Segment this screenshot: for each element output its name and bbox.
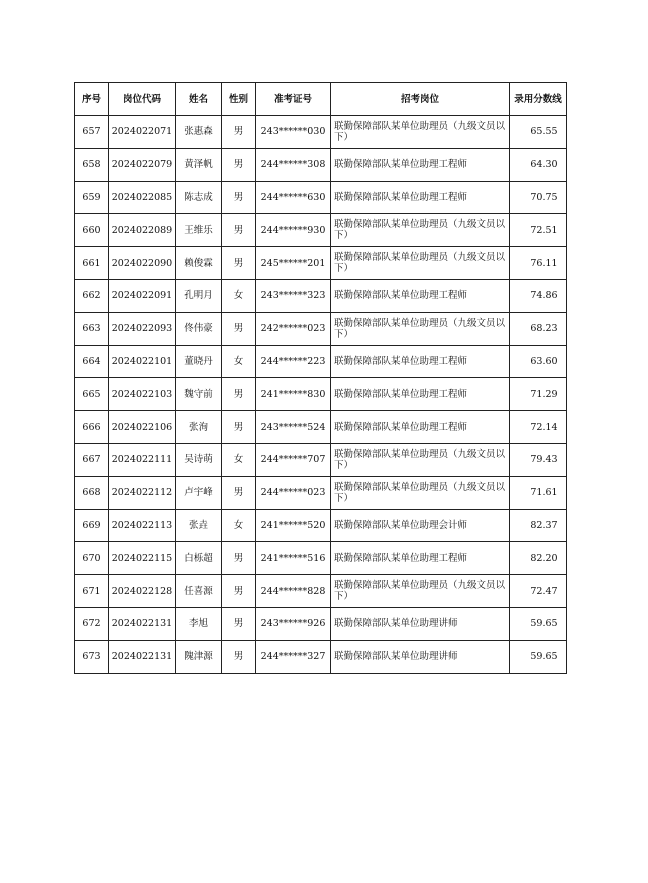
cell-exam-id: 244******828 [256, 575, 331, 608]
cell-position: 联勤保障部队某单位助理讲师 [331, 640, 510, 673]
cell-gender: 男 [222, 247, 256, 280]
cell-score: 71.61 [510, 476, 567, 509]
cell-index: 668 [75, 476, 109, 509]
cell-name: 任喜源 [176, 575, 222, 608]
cell-score: 70.75 [510, 181, 567, 214]
cell-post-code: 2024022089 [109, 214, 176, 247]
header-index: 序号 [75, 83, 109, 116]
header-name: 姓名 [176, 83, 222, 116]
table-row [75, 542, 567, 575]
cell-post-code: 2024022103 [109, 378, 176, 411]
cell-index: 661 [75, 247, 109, 280]
cell-position: 联勤保障部队某单位助理员（九级文员以下） [331, 116, 510, 149]
cell-score: 72.51 [510, 214, 567, 247]
cell-post-code: 2024022113 [109, 509, 176, 542]
cell-position: 联勤保障部队某单位助理员（九级文员以下） [331, 214, 510, 247]
cell-gender: 女 [222, 443, 256, 476]
cell-index: 659 [75, 181, 109, 214]
table-row [75, 312, 567, 345]
cell-gender: 男 [222, 214, 256, 247]
cell-index: 673 [75, 640, 109, 673]
cell-post-code: 2024022112 [109, 476, 176, 509]
table-row [75, 575, 567, 608]
table-row [75, 509, 567, 542]
table-row [75, 411, 567, 444]
cell-position: 联勤保障部队某单位助理工程师 [331, 148, 510, 181]
cell-exam-id: 244******327 [256, 640, 331, 673]
cell-index: 663 [75, 312, 109, 345]
cell-gender: 男 [222, 411, 256, 444]
cell-gender: 男 [222, 542, 256, 575]
cell-index: 665 [75, 378, 109, 411]
cell-score: 68.23 [510, 312, 567, 345]
cell-gender: 男 [222, 476, 256, 509]
cell-post-code: 2024022115 [109, 542, 176, 575]
cell-score: 63.60 [510, 345, 567, 378]
cell-exam-id: 244******630 [256, 181, 331, 214]
cell-index: 657 [75, 116, 109, 149]
table-row [75, 214, 567, 247]
cell-gender: 男 [222, 148, 256, 181]
header-score: 录用分数线 [510, 83, 567, 116]
cell-exam-id: 241******520 [256, 509, 331, 542]
table-row [75, 476, 567, 509]
cell-exam-id: 244******707 [256, 443, 331, 476]
cell-score: 82.20 [510, 542, 567, 575]
cell-post-code: 2024022128 [109, 575, 176, 608]
table-row [75, 279, 567, 312]
cell-name: 吴诗萌 [176, 443, 222, 476]
cell-post-code: 2024022093 [109, 312, 176, 345]
cell-post-code: 2024022106 [109, 411, 176, 444]
cell-index: 669 [75, 509, 109, 542]
header-post-code: 岗位代码 [109, 83, 176, 116]
cell-name: 董晓丹 [176, 345, 222, 378]
cell-gender: 男 [222, 607, 256, 640]
cell-name: 张垚 [176, 509, 222, 542]
cell-name: 佟伟豪 [176, 312, 222, 345]
cell-name: 张洵 [176, 411, 222, 444]
cell-exam-id: 241******830 [256, 378, 331, 411]
table-body [75, 116, 567, 674]
cell-post-code: 2024022111 [109, 443, 176, 476]
cell-index: 660 [75, 214, 109, 247]
cell-position: 联勤保障部队某单位助理工程师 [331, 181, 510, 214]
cell-exam-id: 241******516 [256, 542, 331, 575]
cell-index: 662 [75, 279, 109, 312]
cell-position: 联勤保障部队某单位助理工程师 [331, 279, 510, 312]
cell-exam-id: 244******023 [256, 476, 331, 509]
cell-exam-id: 242******023 [256, 312, 331, 345]
cell-index: 671 [75, 575, 109, 608]
cell-position: 联勤保障部队某单位助理工程师 [331, 542, 510, 575]
cell-score: 59.65 [510, 640, 567, 673]
cell-gender: 女 [222, 509, 256, 542]
cell-name: 黄泽帆 [176, 148, 222, 181]
cell-post-code: 2024022101 [109, 345, 176, 378]
table-row [75, 640, 567, 673]
table-row [75, 116, 567, 149]
cell-position: 联勤保障部队某单位助理工程师 [331, 411, 510, 444]
cell-index: 666 [75, 411, 109, 444]
cell-position: 联勤保障部队某单位助理工程师 [331, 345, 510, 378]
cell-exam-id: 245******201 [256, 247, 331, 280]
cell-score: 59.65 [510, 607, 567, 640]
cell-score: 82.37 [510, 509, 567, 542]
cell-gender: 男 [222, 575, 256, 608]
cell-post-code: 2024022071 [109, 116, 176, 149]
cell-score: 65.55 [510, 116, 567, 149]
cell-post-code: 2024022090 [109, 247, 176, 280]
cell-post-code: 2024022085 [109, 181, 176, 214]
table-row [75, 378, 567, 411]
cell-index: 670 [75, 542, 109, 575]
header-position: 招考岗位 [331, 83, 510, 116]
header-exam-id: 准考证号 [256, 83, 331, 116]
cell-name: 李旭 [176, 607, 222, 640]
table-row [75, 443, 567, 476]
cell-position: 联勤保障部队某单位助理员（九级文员以下） [331, 575, 510, 608]
cell-score: 71.29 [510, 378, 567, 411]
cell-score: 76.11 [510, 247, 567, 280]
cell-name: 孔明月 [176, 279, 222, 312]
table-row [75, 345, 567, 378]
cell-index: 658 [75, 148, 109, 181]
cell-position: 联勤保障部队某单位助理会计师 [331, 509, 510, 542]
table-row [75, 607, 567, 640]
cell-post-code: 2024022079 [109, 148, 176, 181]
cell-post-code: 2024022131 [109, 640, 176, 673]
cell-score: 72.14 [510, 411, 567, 444]
cell-exam-id: 244******308 [256, 148, 331, 181]
cell-post-code: 2024022131 [109, 607, 176, 640]
cell-name: 张惠森 [176, 116, 222, 149]
cell-gender: 女 [222, 345, 256, 378]
table-row [75, 148, 567, 181]
cell-gender: 男 [222, 640, 256, 673]
cell-score: 72.47 [510, 575, 567, 608]
table-row [75, 247, 567, 280]
cell-name: 白栎超 [176, 542, 222, 575]
cell-gender: 男 [222, 116, 256, 149]
cell-gender: 男 [222, 181, 256, 214]
cell-score: 79.43 [510, 443, 567, 476]
cell-position: 联勤保障部队某单位助理员（九级文员以下） [331, 476, 510, 509]
cell-exam-id: 243******323 [256, 279, 331, 312]
cell-score: 74.86 [510, 279, 567, 312]
cell-score: 64.30 [510, 148, 567, 181]
cell-name: 陈志成 [176, 181, 222, 214]
cell-index: 667 [75, 443, 109, 476]
cell-name: 赖俊霖 [176, 247, 222, 280]
cell-position: 联勤保障部队某单位助理员（九级文员以下） [331, 312, 510, 345]
cell-position: 联勤保障部队某单位助理讲师 [331, 607, 510, 640]
cell-position: 联勤保障部队某单位助理员（九级文员以下） [331, 247, 510, 280]
cell-exam-id: 243******030 [256, 116, 331, 149]
header-gender: 性别 [222, 83, 256, 116]
cell-gender: 男 [222, 312, 256, 345]
cell-gender: 女 [222, 279, 256, 312]
table-row [75, 181, 567, 214]
cell-index: 672 [75, 607, 109, 640]
cell-exam-id: 244******930 [256, 214, 331, 247]
cell-exam-id: 244******223 [256, 345, 331, 378]
cell-name: 卢宇峰 [176, 476, 222, 509]
cell-position: 联勤保障部队某单位助理工程师 [331, 378, 510, 411]
cell-post-code: 2024022091 [109, 279, 176, 312]
admission-table [74, 82, 567, 674]
cell-exam-id: 243******926 [256, 607, 331, 640]
cell-index: 664 [75, 345, 109, 378]
cell-position: 联勤保障部队某单位助理员（九级文员以下） [331, 443, 510, 476]
cell-gender: 男 [222, 378, 256, 411]
cell-exam-id: 243******524 [256, 411, 331, 444]
cell-name: 隗津源 [176, 640, 222, 673]
cell-name: 王维乐 [176, 214, 222, 247]
table-header [75, 83, 567, 116]
cell-name: 魏守前 [176, 378, 222, 411]
